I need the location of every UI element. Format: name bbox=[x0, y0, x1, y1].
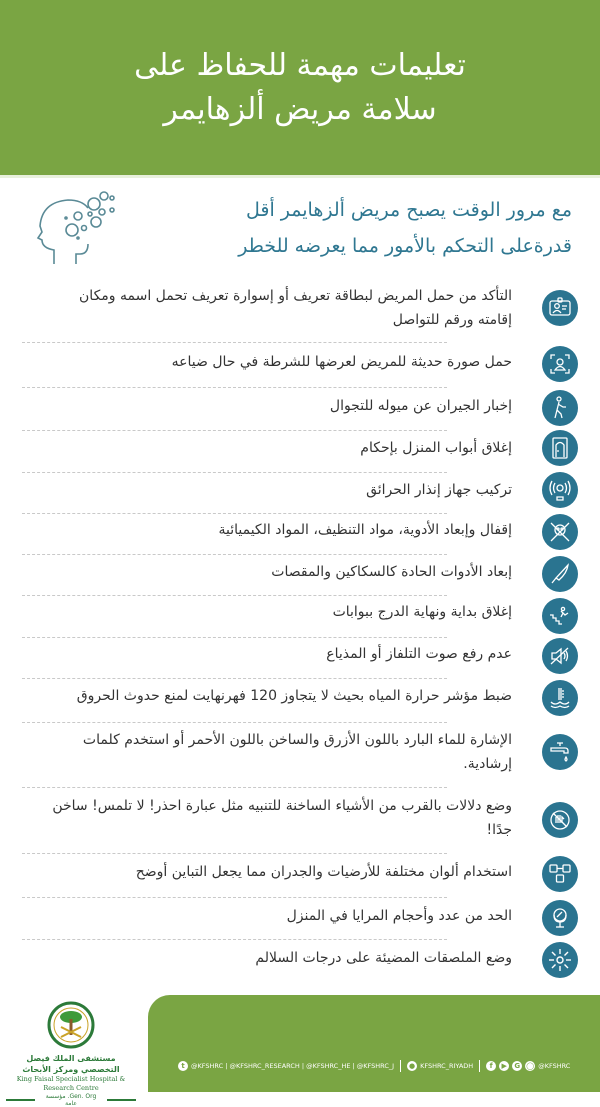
page-title-line-1: تعليمات مهمة للحفاظ على bbox=[134, 47, 466, 83]
brain-bubbles-icon bbox=[32, 188, 122, 268]
tip-text: وضع دلالات بالقرب من الأشياء الساخنة للتنبيه مثل عبارة احذر! لا تلمس! ساخن جدًا! bbox=[52, 798, 512, 838]
separator bbox=[22, 387, 447, 388]
walking-person-icon bbox=[542, 390, 578, 426]
mute-speaker-icon bbox=[542, 638, 578, 674]
tip-text: وضع الملصقات المضيئة على درجات السلالم bbox=[255, 950, 512, 966]
intro-line-2: قدرةعلى التحكم بالأمور مما يعرضه للخطر bbox=[238, 235, 572, 257]
intro-section bbox=[0, 186, 600, 268]
water-tap-icon bbox=[542, 734, 578, 770]
tip-text: ضبط مؤشر حرارة المياه بحيث لا يتجاوز 120 فهرنهايت لمنع حدوث الحروق bbox=[76, 688, 512, 704]
separator bbox=[22, 787, 447, 788]
facebook-icon[interactable]: f bbox=[486, 1061, 496, 1071]
intro-text bbox=[172, 192, 572, 264]
tip-text: الإشارة للماء البارد باللون الأزرق والساخن باللون الأحمر أو استخدم كلمات إرشادية. bbox=[82, 732, 512, 772]
photo-frame-person-icon bbox=[542, 346, 578, 382]
separator bbox=[22, 472, 447, 473]
youtube-icon[interactable]: ▶ bbox=[499, 1061, 509, 1071]
tip-text: إخبار الجيران عن ميوله للتجوال bbox=[329, 398, 512, 414]
separator bbox=[22, 853, 447, 854]
glow-light-icon bbox=[542, 942, 578, 978]
other-handle[interactable]: @KFSHRC bbox=[538, 1062, 571, 1070]
tip-text: تركيب جهاز إنذار الحرائق bbox=[366, 482, 512, 498]
tip-text: إقفال وإبعاد الأدوية، مواد التنظيف، المواد الكيميائية bbox=[218, 522, 512, 538]
knife-icon bbox=[542, 556, 578, 592]
tip-text: إغلاق أبواب المنزل بإحكام bbox=[360, 440, 512, 456]
tip-text: إغلاق بداية ونهاية الدرج ببوابات bbox=[332, 604, 512, 620]
social-media-bar bbox=[178, 1059, 596, 1073]
separator bbox=[22, 678, 447, 679]
separator bbox=[22, 554, 447, 555]
id-badge-icon bbox=[542, 290, 578, 326]
footer-green-band bbox=[148, 995, 600, 1092]
footer bbox=[0, 995, 600, 1107]
page-title-line-2: سلامة مريض ألزهايمر bbox=[163, 91, 437, 127]
door-icon bbox=[542, 430, 578, 466]
separator bbox=[22, 897, 447, 898]
logo-english-name: King Faisal Specialist Hospital & Research Centre bbox=[16, 1075, 126, 1092]
header-banner bbox=[0, 0, 600, 178]
water-thermometer-icon bbox=[542, 680, 578, 716]
twitter-handles[interactable]: @KFSHRC | @KFSHRC_RESEARCH | @KFSHRC_HE | @KFSHRC_J bbox=[191, 1062, 395, 1070]
divider bbox=[400, 1060, 401, 1072]
skull-crossbones-icon bbox=[542, 514, 578, 550]
separator bbox=[22, 939, 447, 940]
logo-org: Gen. Org. مؤسسة عامة bbox=[6, 1093, 136, 1107]
divider bbox=[479, 1060, 480, 1072]
tip-text: إبعاد الأدوات الحادة كالسكاكين والمقصات bbox=[271, 564, 512, 580]
smoke-alarm-icon bbox=[542, 472, 578, 508]
twitter-icon[interactable]: t bbox=[178, 1061, 188, 1071]
google-plus-icon[interactable]: G bbox=[512, 1061, 522, 1071]
tip-text: الحد من عدد وأحجام المرايا في المنزل bbox=[286, 908, 512, 924]
separator bbox=[22, 722, 447, 723]
tip-text: استخدام ألوان مختلفة للأرضيات والجدران مما يجعل التباين أوضح bbox=[135, 864, 512, 880]
separator bbox=[22, 513, 447, 514]
tip-text: عدم رفع صوت التلفاز أو المذياع bbox=[326, 646, 512, 662]
palm-emblem-icon bbox=[47, 1001, 95, 1049]
mirror-icon bbox=[542, 900, 578, 936]
instagram-icon[interactable]: ◯ bbox=[526, 1062, 535, 1070]
snapchat-icon[interactable]: ● bbox=[409, 1062, 416, 1070]
stairs-fall-icon bbox=[542, 598, 578, 634]
separator bbox=[22, 637, 447, 638]
separator bbox=[22, 430, 447, 431]
hospital-logo bbox=[6, 1001, 136, 1107]
separator bbox=[22, 342, 447, 343]
intro-line-1: مع مرور الوقت يصبح مريض ألزهايمر أقل bbox=[245, 199, 572, 221]
separator bbox=[22, 595, 447, 596]
logo-arabic-name: مستشفى الملك فيصل التخصصي ومركز الأبحاث bbox=[22, 1054, 120, 1074]
color-blocks-icon bbox=[542, 856, 578, 892]
tip-text: حمل صورة حديثة للمريض لعرضها للشرطة في حال ضياعه bbox=[171, 354, 512, 370]
snapchat-handle[interactable]: KFSHRC_RIYADH bbox=[420, 1062, 474, 1070]
tip-text: التأكد من حمل المريض لبطاقة تعريف أو إسوارة تعريف تحمل اسمه ومكان إقامته ورقم للتواصل bbox=[79, 288, 512, 328]
no-touch-hand-icon bbox=[542, 802, 578, 838]
